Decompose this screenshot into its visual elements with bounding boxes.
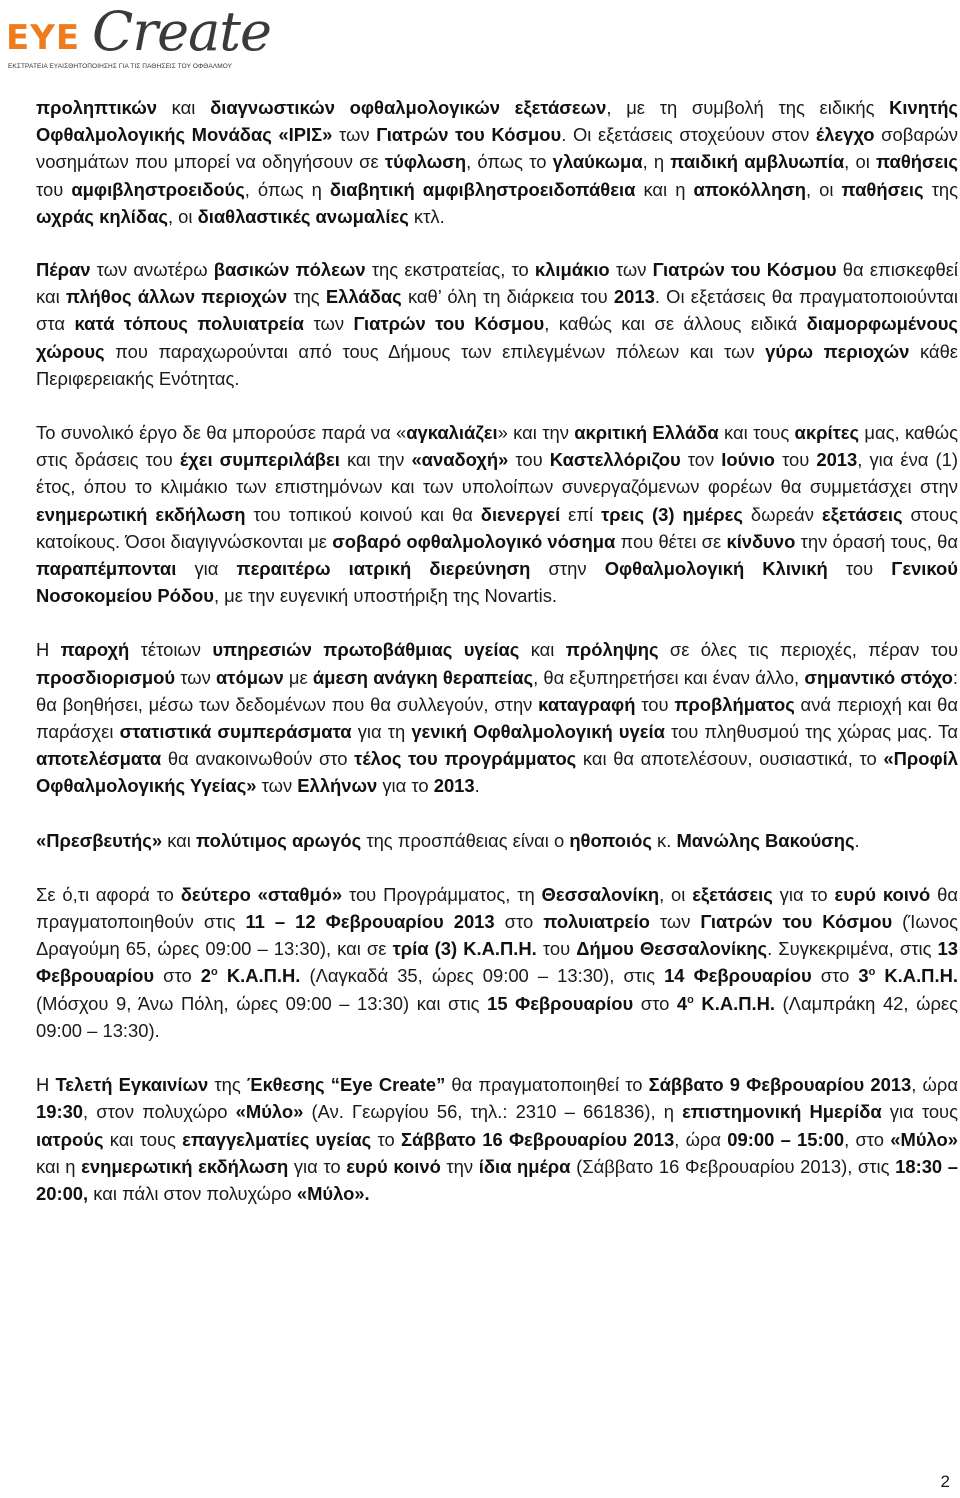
bold-text: Θεσσαλονίκη — [541, 883, 660, 905]
bold-text: παθήσεις — [841, 178, 924, 200]
bold-text: παιδική αμβλυωπία — [670, 151, 845, 173]
text-run: Σε ό,τι αφορά το — [36, 883, 181, 905]
bold-text: βασικών πόλεων — [213, 259, 366, 281]
bold-text: 2 — [200, 965, 212, 987]
text-run: τέτοιων — [129, 639, 213, 661]
bold-text: εξετάσεις — [821, 503, 903, 525]
text-run: για το — [288, 1155, 347, 1177]
paragraph-2 — [36, 256, 958, 392]
bold-text: καταγραφή — [538, 693, 636, 715]
text-run: των — [609, 259, 653, 281]
bold-text: 2013 — [613, 286, 655, 308]
bold-text: Ελλήνων — [297, 775, 378, 797]
text-run: και την — [339, 449, 412, 471]
bold-text: ακριτική Ελλάδα — [574, 422, 719, 444]
text-run: την όρασή τους, θα — [795, 530, 958, 552]
text-run: του — [536, 938, 577, 960]
text-run: (Ίωνος Δραγούμη 65, ώρες 09:00 – 13:30), και σε — [36, 911, 958, 960]
bold-text: 09:00 – 15:00 — [727, 1128, 845, 1150]
bold-text: 19:30 — [36, 1101, 84, 1123]
bold-text: προσδιορισμού — [36, 666, 176, 688]
text-run: , οι — [167, 205, 198, 227]
bold-text: Γιατρών του Κόσμου — [700, 911, 893, 933]
text-run: της — [923, 178, 958, 200]
bold-text: Μανώλης Βακούσης — [676, 829, 855, 851]
text-run: κ. — [651, 829, 677, 851]
bold-text: επαγγελματίες υγείας — [182, 1128, 372, 1150]
bold-text: τρεις (3) ημέρες — [601, 503, 743, 525]
text-run: των — [649, 911, 701, 933]
text-run: για τη — [351, 721, 412, 743]
text-run: των — [332, 124, 377, 146]
paragraph-4 — [36, 636, 958, 799]
text-run: , όπως το — [466, 151, 553, 173]
text-run: , η — [642, 151, 671, 173]
bold-text: σημαντικό στόχο — [804, 666, 953, 688]
text-run: των ανωτέρω — [90, 259, 214, 281]
text-run: ανά περιοχή και θα παράσχει — [36, 693, 959, 743]
bold-text: 2013 — [816, 449, 858, 471]
bold-text: Τελετή Εγκαινίων — [55, 1074, 209, 1096]
bold-text: δεύτερο «σταθμό» — [180, 883, 343, 905]
text-run: στο — [633, 992, 677, 1014]
text-run: του — [827, 558, 892, 580]
bold-text: ίδια ημέρα — [478, 1155, 571, 1177]
bold-text: σοβαρό οφθαλμολογικό νόσημα — [332, 530, 616, 552]
bold-text: γλαύκωμα — [552, 151, 643, 173]
bold-text: Κ.Α.Π.Η. — [875, 965, 958, 987]
text-run: σοβαρών νοσημάτων που μπορεί να οδηγήσουν σε — [36, 124, 958, 173]
text-run: , θα εξυπηρετήσει και έναν άλλο, — [533, 666, 805, 688]
text-run: . Συγκεκριμένα, στις — [767, 938, 938, 960]
text-run: και τους — [718, 422, 795, 444]
bold-text: 2013 — [433, 775, 475, 797]
text-run: του τοπικού κοινού και θα — [245, 503, 481, 525]
text-run: και — [519, 639, 566, 661]
text-run: που παραχωρούνται από τους Δήμους των επιλεγμένων πόλεων και των — [104, 340, 766, 362]
text-run: και η — [635, 178, 694, 200]
bold-text: ευρύ κοινό — [346, 1155, 441, 1177]
text-run: . — [474, 775, 480, 797]
text-run: (Αν. Γεωργίου 56, τηλ.: 2310 – 661836), η — [303, 1101, 683, 1123]
text-run: . Οι εξετάσεις στοχεύουν στον — [561, 124, 816, 146]
text-run: θα επισκεφθεί και — [36, 259, 958, 308]
bold-text: Οφθαλμολογική Κλινική — [604, 558, 828, 580]
text-run: κτλ. — [408, 205, 445, 227]
text-run: Το συνολικό έργο δε θα μπορούσε παρά να « — [36, 422, 407, 444]
text-run: της εκστρατείας, το — [365, 259, 535, 281]
text-run: τον — [680, 449, 722, 471]
bold-text: ο — [211, 966, 218, 979]
text-run: καθ’ όλη τη διάρκεια του — [401, 286, 614, 308]
bold-text: αγκαλιάζει — [406, 422, 498, 444]
text-run: και η — [36, 1155, 82, 1177]
bold-text: άμεση ανάγκη θεραπείας — [312, 666, 534, 688]
text-run: της προσπάθειας είναι ο — [361, 829, 570, 851]
text-run: Η — [36, 639, 61, 661]
bold-text: Κ.Α.Π.Η. — [693, 992, 775, 1014]
bold-text: Ιούνιο — [721, 449, 775, 471]
text-run: την — [440, 1155, 479, 1177]
bold-text: Κινητής Οφθαλμολογικής Μονάδας «ΙΡΙΣ» — [36, 97, 958, 146]
text-run: με — [283, 666, 313, 688]
text-run: , για ένα (1) έτος, όπου το κλιμάκιο των επιστημόνων και των υπολοίπων συνεργαζόμενων φορέων θα συμμετάσχει στην — [36, 449, 958, 498]
bold-text: πλήθος άλλων περιοχών — [65, 286, 288, 308]
bold-text: «Πρεσβευτής» — [36, 829, 163, 851]
text-run: επί — [560, 503, 602, 525]
bold-text: 18:30 – 20:00, — [36, 1155, 958, 1204]
bold-text: διαθλαστικές ανωμαλίες — [197, 205, 409, 227]
text-run: (Σάββατο 16 Φεβρουαρίου 2013), στις — [570, 1155, 896, 1177]
text-run: που θέτει σε — [615, 530, 727, 552]
text-run: , στον πολυχώρο — [83, 1101, 236, 1123]
text-run: (Λαγκαδά 35, ώρες 09:00 – 13:30), στις — [300, 965, 665, 987]
text-run: , με τη συμβολή της ειδικής — [606, 97, 890, 118]
text-run: του — [774, 449, 817, 471]
text-run: στους κατοίκους. Όσοι διαγιγνώσκονται με — [36, 503, 959, 552]
text-run: (Λαμπράκη 42, ώρες 09:00 – 13:30). — [36, 992, 958, 1041]
text-run: του — [508, 449, 550, 471]
logo-tagline: ΕΚΣΤΡΑΤΕΙΑ ΕΥΑΙΣΘΗΤΟΠΟΙΗΣΗΣ ΓΙΑ ΤΙΣ ΠΑΘΗΣΕΙΣ ΤΟΥ ΟΦΘΑΛΜΟΥ — [8, 63, 233, 70]
bold-text: επιστημονική Ημερίδα — [682, 1101, 882, 1123]
bold-text: προβλήματος — [674, 693, 795, 715]
text-run: και θα αποτελέσουν, ουσιαστικά, το — [576, 748, 884, 770]
bold-text: ο — [868, 966, 876, 979]
bold-text: πολύτιμος αρωγός — [196, 829, 362, 851]
paragraph-3 — [36, 419, 958, 609]
text-run: και τους — [103, 1128, 183, 1150]
bold-text: τύφλωση — [384, 151, 467, 173]
text-run: και — [156, 97, 211, 118]
bold-text: Πέραν — [36, 259, 91, 281]
text-run: Η — [36, 1074, 56, 1096]
bold-text: 3 — [858, 965, 869, 987]
text-run: των — [175, 666, 216, 688]
text-run: , οι — [806, 178, 842, 200]
bold-text: Γιατρών του Κόσμου — [353, 313, 545, 335]
bold-text: Σάββατο 16 Φεβρουαρίου 2013 — [400, 1128, 675, 1150]
text-run: των — [256, 775, 298, 797]
bold-text: 13 Φεβρουαρίου — [36, 938, 958, 987]
paragraph-5 — [36, 827, 958, 854]
bold-text: ηθοποιός — [569, 829, 652, 851]
text-run: , οι — [659, 883, 693, 905]
bold-text: ακρίτες — [794, 422, 860, 444]
bold-text: διαβητική αμφιβληστροειδοπάθεια — [329, 178, 636, 200]
text-run: θα πραγματοποιηθούν στις — [36, 883, 958, 933]
bold-text: 11 – 12 Φεβρουαρίου 2013 — [245, 911, 495, 933]
text-run: » και την — [497, 422, 575, 444]
bold-text: Σάββατο 9 Φεβρουαρίου 2013 — [648, 1074, 912, 1096]
bold-text: πρόληψης — [565, 639, 659, 661]
text-run: της — [208, 1074, 247, 1096]
text-run: , όπως η — [244, 178, 330, 200]
bold-text: τρία (3) Κ.Α.Π.Η. — [392, 938, 537, 960]
text-run: , ώρα — [674, 1128, 728, 1150]
text-run: στην — [530, 558, 605, 580]
paragraph-1 — [36, 94, 958, 230]
bold-text: Ελλάδας — [325, 286, 402, 308]
bold-text: έχει συμπεριλάβει — [179, 449, 340, 471]
page-header — [0, 0, 960, 80]
bold-text: Γενικού Νοσοκομείου Ρόδου — [36, 558, 958, 607]
bold-text: εξετάσεις — [692, 883, 773, 905]
text-run: . — [854, 829, 860, 851]
bold-text: διενεργεί — [480, 503, 561, 525]
text-run: για το — [377, 775, 434, 797]
text-run: , με την ευγενική υποστήριξη της Novartis. — [213, 585, 558, 607]
document-body — [36, 94, 958, 1234]
text-run: στο — [494, 911, 544, 933]
bold-text: ο — [687, 993, 694, 1006]
bold-text: ωχράς κηλίδας — [36, 205, 168, 227]
bold-text: «Μύλο» — [890, 1128, 959, 1150]
bold-text: 4 — [676, 992, 688, 1014]
bold-text: εκδήλωση — [147, 503, 246, 525]
eye-create-logo — [6, 0, 271, 76]
text-run: της — [287, 286, 326, 308]
text-run: του πληθυσμού της χώρας μας. Τα — [664, 721, 958, 743]
text-run: θα πραγματοποιηθεί το — [445, 1074, 649, 1096]
bold-text: παροχή — [60, 639, 130, 661]
text-run: . Οι εξετάσεις θα πραγματοποιούνται στα — [36, 286, 958, 335]
text-run: , οι — [844, 151, 876, 173]
bold-text: προληπτικών — [36, 97, 157, 118]
paragraph-7 — [36, 1071, 958, 1207]
text-run: μας, καθώς στις δράσεις του — [36, 422, 958, 471]
bold-text: κατά τόπους πολυιατρεία — [74, 313, 304, 335]
text-run: για — [176, 558, 237, 580]
bold-text: «Μύλο». — [296, 1182, 370, 1204]
bold-text: υπηρεσιών πρωτοβάθμιας υγείας — [212, 639, 520, 661]
bold-text: ενημερωτική — [36, 503, 148, 525]
bold-text: «Μύλο» — [235, 1101, 304, 1123]
paragraph-6 — [36, 881, 958, 1044]
text-run: και πάλι στον πολυχώρο — [88, 1182, 297, 1204]
text-run: θα ανακοινωθούν στο — [161, 748, 355, 770]
bold-text: έλεγχο — [815, 124, 875, 146]
bold-text: ιατρούς — [36, 1128, 104, 1150]
bold-text: γενική Οφθαλμολογική υγεία — [411, 721, 665, 743]
bold-text: γύρω περιοχών — [765, 340, 910, 362]
text-run: για τους — [881, 1101, 958, 1123]
bold-text: κίνδυνο — [726, 530, 796, 552]
text-run: : θα βοηθήσει, μέσω των δεδομένων που θα συλλεγούν, στην — [36, 666, 958, 715]
bold-text: Γιατρών του Κόσμου — [376, 124, 562, 146]
bold-text: ευρύ κοινό — [834, 883, 931, 905]
bold-text: περαιτέρω ιατρική διερεύνηση — [236, 558, 531, 580]
text-run: , ώρα — [911, 1074, 959, 1096]
bold-text: αμφιβληστροειδούς — [71, 178, 245, 200]
bold-text: «Προφίλ Οφθαλμολογικής Υγείας» — [36, 748, 958, 797]
text-run: και — [162, 829, 197, 851]
bold-text: Δήμου Θεσσαλονίκης — [576, 938, 768, 960]
text-run: του — [635, 693, 675, 715]
bold-text: παραπέμπονται — [36, 558, 177, 580]
text-run: των — [303, 313, 354, 335]
bold-text: Γιατρών του Κόσμου — [652, 259, 837, 281]
bold-text: κλιμάκιο — [534, 259, 610, 281]
text-run: του — [36, 178, 72, 200]
bold-text: Κ.Α.Π.Η. — [217, 965, 301, 987]
bold-text: στατιστικά συμπεράσματα — [119, 721, 352, 743]
logo-eye-text: EYE — [6, 18, 81, 58]
logo-create-text: Create — [92, 0, 271, 63]
bold-text: ατόμων — [215, 666, 284, 688]
text-run: δωρεάν — [742, 503, 822, 525]
text-run: για το — [772, 883, 835, 905]
text-run: , στο — [844, 1128, 891, 1150]
bold-text: διαμορφωμένους χώρους — [36, 313, 958, 362]
text-run: κάθε Περιφερειακής Ενότητας. — [36, 340, 958, 389]
bold-text: τέλος του προγράμματος — [354, 748, 577, 770]
bold-text: παθήσεις — [875, 151, 958, 173]
text-run: το — [371, 1128, 401, 1150]
bold-text: αποτελέσματα — [36, 748, 162, 770]
text-run: , καθώς και σε άλλους ειδικά — [544, 313, 807, 335]
bold-text: αποκόλληση — [693, 178, 806, 200]
bold-text: Έκθεσης “Eye Create” — [246, 1074, 446, 1096]
bold-text: πολυιατρείο — [543, 911, 650, 933]
text-run: στο — [811, 965, 859, 987]
bold-text: 14 Φεβρουαρίου — [664, 965, 812, 987]
text-run: (Μόσχου 9, Άνω Πόλη, ώρες 09:00 – 13:30) και στις — [36, 992, 488, 1014]
bold-text: 15 Φεβρουαρίου — [487, 992, 634, 1014]
page-number: 2 — [940, 1472, 950, 1491]
bold-text: ενημερωτική εκδήλωση — [81, 1155, 289, 1177]
bold-text: Καστελλόριζου — [549, 449, 681, 471]
bold-text: «αναδοχή» — [411, 449, 509, 471]
text-run: του Προγράμματος, τη — [342, 883, 542, 905]
text-run: στο — [154, 965, 201, 987]
text-run: σε όλες τις περιοχές, πέραν του — [658, 639, 958, 661]
bold-text: διαγνωστικών οφθαλμολογικών εξετάσεων — [210, 97, 607, 118]
